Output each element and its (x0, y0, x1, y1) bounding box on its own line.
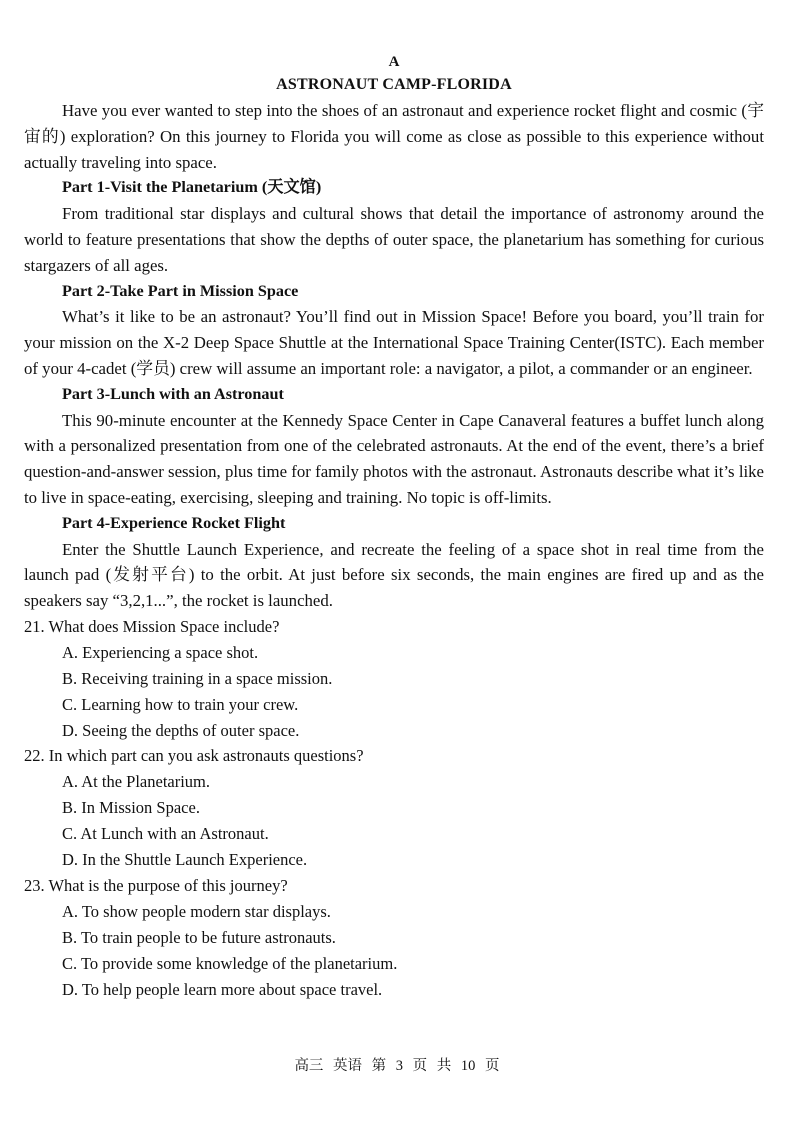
exam-page (24, 52, 764, 1003)
passage-title: ASTRONAUT CAMP-FLORIDA (276, 76, 512, 93)
option-a: A. To show people modern star displays. (62, 901, 331, 921)
part-2-heading: Part 2-Take Part in Mission Space (62, 281, 299, 300)
page-footer: 高三 英语 第 3 页 共 10 页 (294, 1058, 500, 1074)
option-a: A. Experiencing a space shot. (62, 642, 259, 662)
question-stem: 23. What is the purpose of this journey? (24, 876, 288, 895)
option-c: C. At Lunch with an Astronaut. (62, 824, 269, 844)
option-a: A. At the Planetarium. (62, 772, 211, 792)
part-1-body: From traditional star displays and cultural shows that detail the importance of astronomy around the world to feature presentations that show the depths of outer space, the planetarium has something for curious stargazers of all ages. (24, 204, 764, 275)
option-b: B. To train people to be future astronauts. (62, 927, 336, 947)
section-letter: A (388, 54, 400, 70)
option-d: D. In the Shuttle Launch Experience. (62, 850, 308, 870)
question-23 (24, 873, 764, 1003)
part-3-body: This 90-minute encounter at the Kennedy Space Center in Cape Canaveral features a buffet lunch along with a personalized presentation from one of the celebrated astronauts. At the end of the event, there’s a brief question-and-answer session, plus time for family photos with the astronaut. Astronauts describe what it’s like to live in space-eating, exercising, sleeping and training. No topic is off-limits. (24, 410, 764, 507)
option-c: C. Learning how to train your crew. (62, 694, 299, 714)
option-b: B. In Mission Space. (62, 798, 200, 818)
question-22 (24, 743, 764, 873)
part-3-heading: Part 3-Lunch with an Astronaut (62, 384, 284, 403)
option-b: B. Receiving training in a space mission. (62, 668, 333, 688)
part-2-body: What’s it like to be an astronaut? You’ll find out in Mission Space! Before you board, you’ll train for your mission on the X-2 Deep Space Shuttle at the International Space Training Center(ISTC). Each member of your 4-cadet (学员) crew will assume an important role: a navigator, a pilot, a commander or an engineer. (24, 307, 764, 378)
question-stem: 21. What does Mission Space include? (24, 616, 280, 636)
question-stem: 22. In which part can you ask astronauts questions? (24, 746, 364, 766)
part-4-heading: Part 4-Experience Rocket Flight (62, 513, 286, 532)
option-d: D. To help people learn more about space travel. (62, 979, 383, 999)
part-1-heading: Part 1-Visit the Planetarium (天文馆) (62, 178, 322, 197)
question-21 (24, 614, 764, 744)
option-c: C. To provide some knowledge of the planetarium. (62, 953, 398, 973)
part-4-body: Enter the Shuttle Launch Experience, and recreate the feeling of a space shot in real time from the launch pad (发射平台) to the orbit. At just before six seconds, the main engines are fired up and as the speakers say “3,2,1...”, the rocket is launched. (24, 539, 764, 611)
intro-paragraph: Have you ever wanted to step into the shoes of an astronaut and experience rocket flight and cosmic (宇宙的) exploration? On this journey to Florida you will come as close as possible to this experience without actually traveling into space. (24, 101, 764, 172)
option-d: D. Seeing the depths of outer space. (62, 720, 300, 740)
